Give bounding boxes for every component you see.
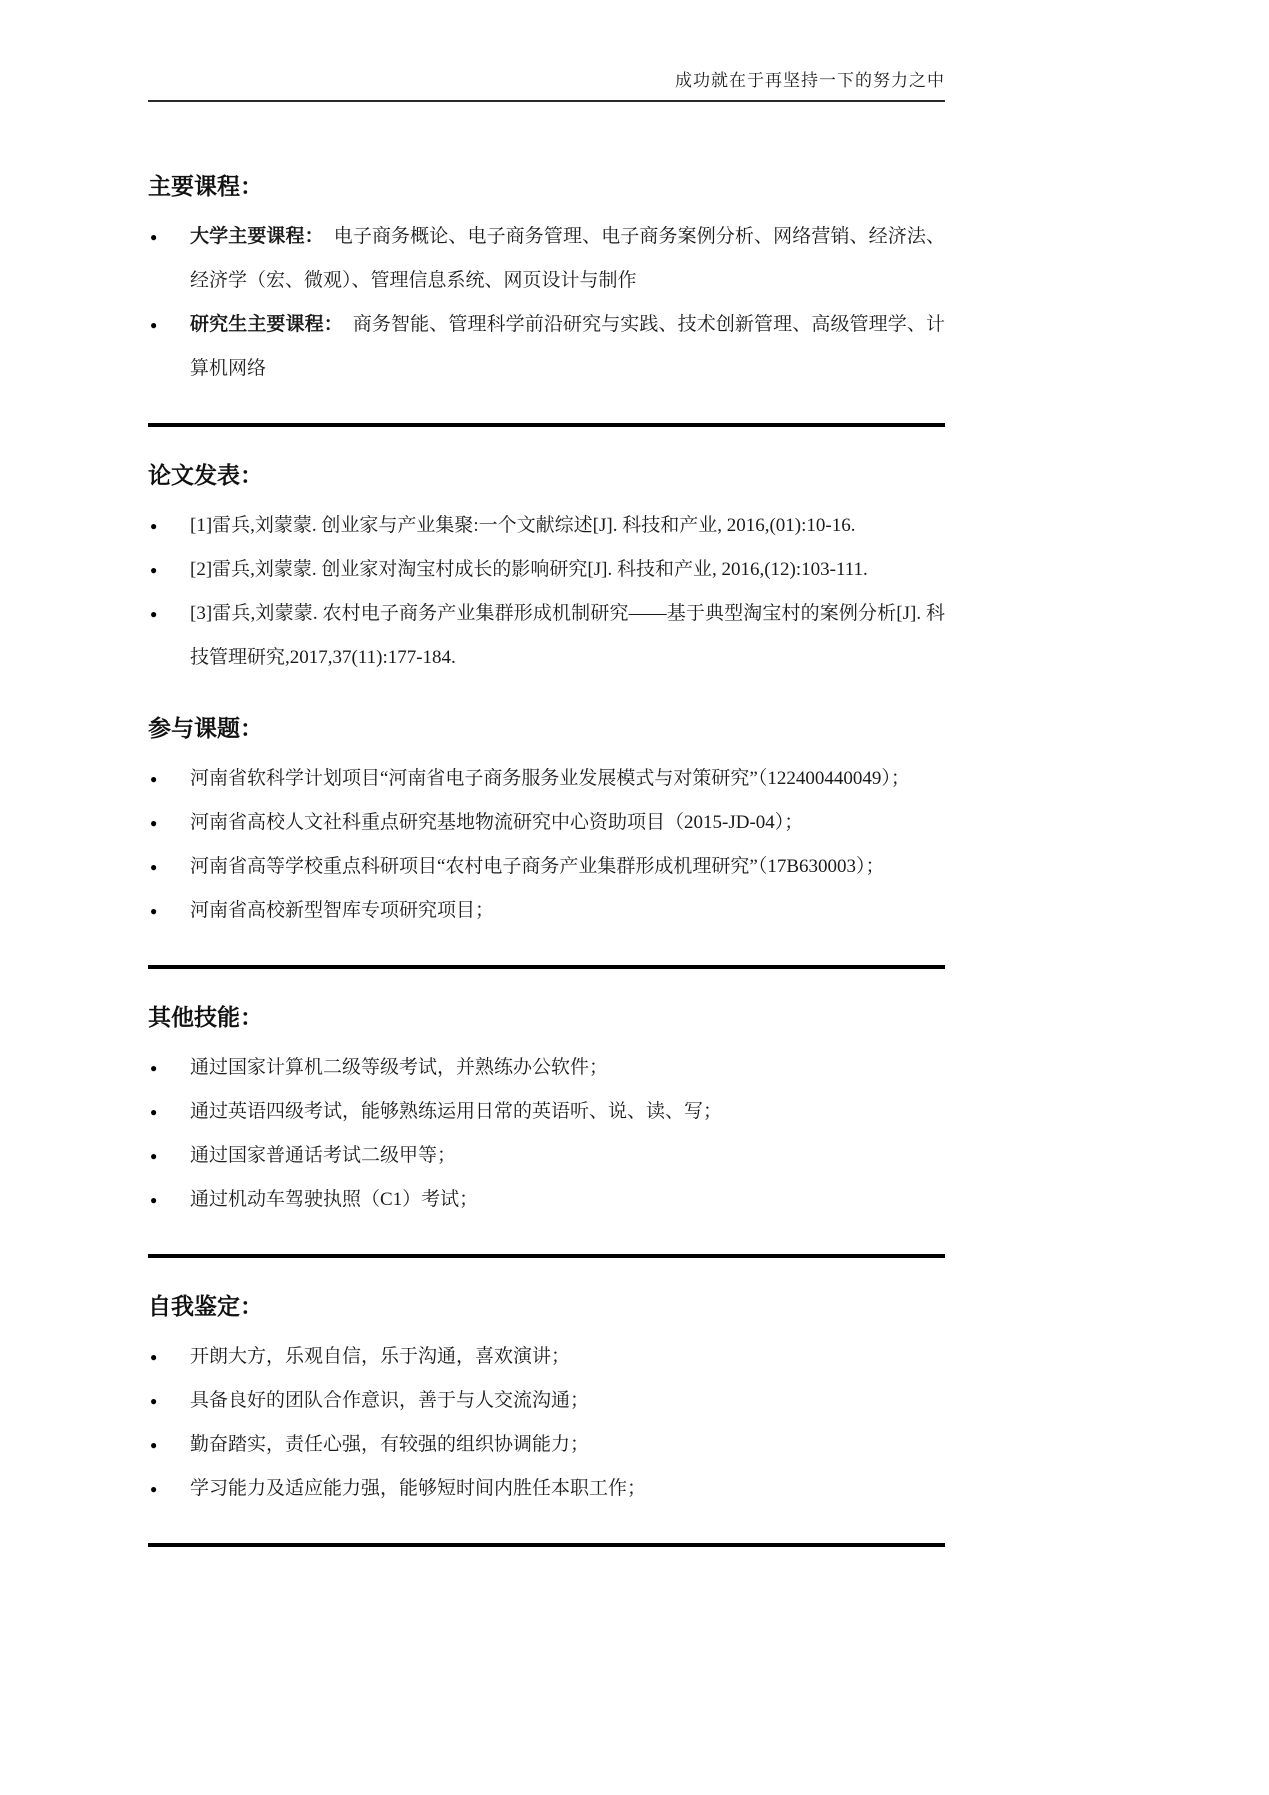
bullet-icon: ● bbox=[150, 318, 158, 332]
item-text: 电子商务概论、电子商务管理、电子商务案例分析、网络营销、经济法、经济学（宏、微观）、管理信息系统、网页设计与制作 bbox=[190, 226, 945, 291]
list-item bbox=[148, 592, 945, 680]
item-text: 勤奋踏实，责任心强，有较强的组织协调能力； bbox=[190, 1434, 590, 1455]
item-text: 商务智能、管理科学前沿研究与实践、技术创新管理、高级管理学、计算机网络 bbox=[190, 314, 945, 379]
section-main-courses bbox=[148, 168, 945, 391]
list-item bbox=[148, 1423, 945, 1467]
projects-list bbox=[148, 757, 945, 933]
list-item bbox=[148, 504, 945, 548]
main-courses-list bbox=[148, 215, 945, 391]
item-text: 河南省高校人文社科重点研究基地物流研究中心资助项目（2015-JD-04）； bbox=[190, 812, 804, 833]
self-assessment-list bbox=[148, 1335, 945, 1511]
list-item bbox=[148, 1178, 945, 1222]
bullet-icon: ● bbox=[150, 607, 158, 621]
item-text: [3]雷兵,刘蒙蒙. 农村电子商务产业集群形成机制研究——基于典型淘宝村的案例分析[J]. 科技管理研究,2017,37(11):177-184. bbox=[190, 603, 945, 668]
section-title: 参与课题： bbox=[148, 715, 263, 741]
section-projects bbox=[148, 710, 945, 933]
page-header bbox=[148, 0, 945, 102]
bullet-icon: ● bbox=[150, 230, 158, 244]
item-lead: 大学主要课程： bbox=[190, 226, 324, 247]
section-divider bbox=[148, 965, 945, 969]
bullet-icon: ● bbox=[150, 1105, 158, 1119]
list-item bbox=[148, 1046, 945, 1090]
bullet-icon: ● bbox=[150, 1350, 158, 1364]
header-motto: 成功就在于再坚持一下的努力之中 bbox=[675, 71, 945, 90]
item-text: 通过国家普通话考试二级甲等； bbox=[190, 1145, 457, 1166]
section-divider bbox=[148, 1254, 945, 1258]
bullet-icon: ● bbox=[150, 772, 158, 786]
list-item bbox=[148, 303, 945, 391]
bullet-icon: ● bbox=[150, 1482, 158, 1496]
bullet-icon: ● bbox=[150, 563, 158, 577]
section-skills bbox=[148, 999, 945, 1222]
list-item bbox=[148, 1379, 945, 1423]
publications-list bbox=[148, 504, 945, 680]
bullet-icon: ● bbox=[150, 904, 158, 918]
section-title: 论文发表： bbox=[148, 462, 263, 488]
item-text: 通过英语四级考试，能够熟练运用日常的英语听、说、读、写； bbox=[190, 1101, 723, 1122]
item-text: 具备良好的团队合作意识，善于与人交流沟通； bbox=[190, 1390, 590, 1411]
bullet-icon: ● bbox=[150, 1394, 158, 1408]
bullet-icon: ● bbox=[150, 519, 158, 533]
list-item bbox=[148, 1134, 945, 1178]
list-item bbox=[148, 801, 945, 845]
bullet-icon: ● bbox=[150, 1061, 158, 1075]
bullet-icon: ● bbox=[150, 1193, 158, 1207]
list-item bbox=[148, 757, 945, 801]
item-text: 河南省高等学校重点科研项目“农村电子商务产业集群形成机理研究”（17B630003）； bbox=[190, 856, 885, 877]
item-text: 河南省高校新型智库专项研究项目； bbox=[190, 900, 495, 921]
item-text: [1]雷兵,刘蒙蒙. 创业家与产业集聚:一个文献综述[J]. 科技和产业, 2016,(01):10-16. bbox=[190, 515, 856, 536]
section-title: 其他技能： bbox=[148, 1004, 263, 1030]
bullet-icon: ● bbox=[150, 860, 158, 874]
item-text: [2]雷兵,刘蒙蒙. 创业家对淘宝村成长的影响研究[J]. 科技和产业, 2016,(12):103-111. bbox=[190, 559, 868, 580]
item-text: 开朗大方，乐观自信，乐于沟通，喜欢演讲； bbox=[190, 1346, 571, 1367]
section-publications bbox=[148, 457, 945, 680]
bullet-icon: ● bbox=[150, 1149, 158, 1163]
list-item bbox=[148, 845, 945, 889]
header-rule bbox=[148, 100, 945, 102]
bullet-icon: ● bbox=[150, 816, 158, 830]
list-item bbox=[148, 1467, 945, 1511]
bullet-icon: ● bbox=[150, 1438, 158, 1452]
section-title: 自我鉴定： bbox=[148, 1293, 263, 1319]
section-divider bbox=[148, 1543, 945, 1547]
skills-list bbox=[148, 1046, 945, 1222]
list-item bbox=[148, 1090, 945, 1134]
item-text: 学习能力及适应能力强，能够短时间内胜任本职工作； bbox=[190, 1478, 647, 1499]
section-title: 主要课程： bbox=[148, 173, 263, 199]
section-divider bbox=[148, 423, 945, 427]
item-lead: 研究生主要课程： bbox=[190, 314, 343, 335]
list-item bbox=[148, 215, 945, 303]
item-text: 通过国家计算机二级等级考试，并熟练办公软件； bbox=[190, 1057, 609, 1078]
section-self-assessment bbox=[148, 1288, 945, 1511]
list-item bbox=[148, 1335, 945, 1379]
list-item bbox=[148, 889, 945, 933]
item-text: 河南省软科学计划项目“河南省电子商务服务业发展模式与对策研究”（122400440049）； bbox=[190, 768, 910, 789]
item-text: 通过机动车驾驶执照（C1）考试； bbox=[190, 1189, 479, 1210]
list-item bbox=[148, 548, 945, 592]
